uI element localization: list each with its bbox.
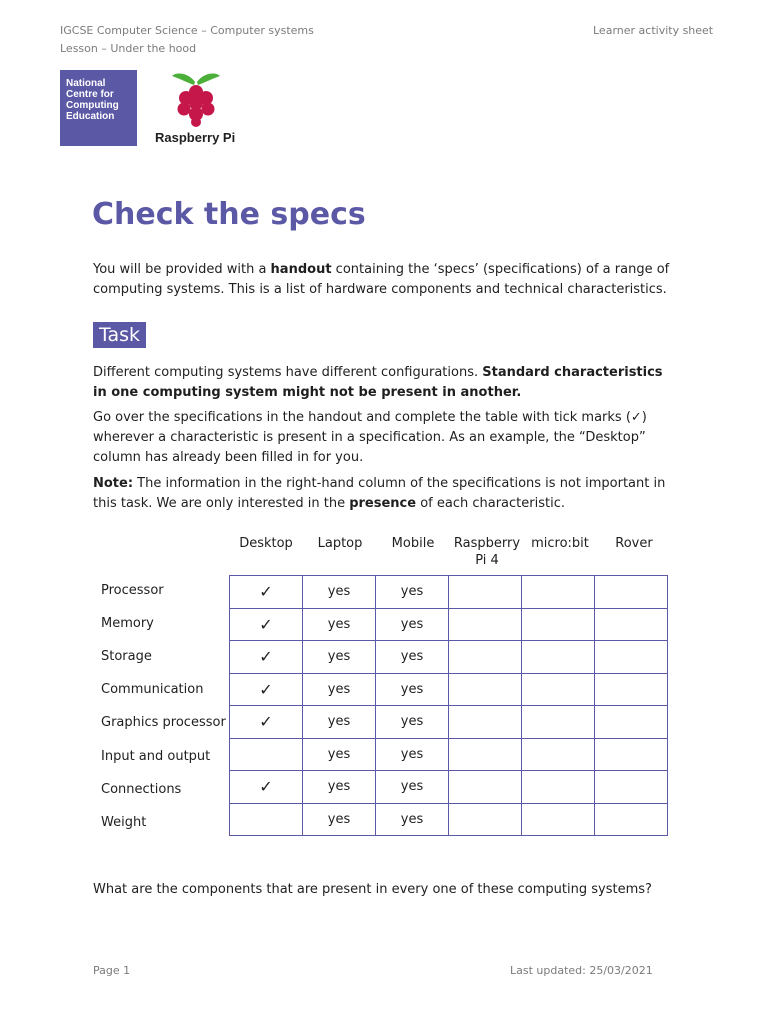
table-cell[interactable]: yes [303, 673, 376, 706]
table-row [230, 803, 668, 836]
row-label-communication: Communication [101, 682, 204, 697]
row-label-connections: Connections [101, 782, 182, 797]
table-row [230, 641, 668, 674]
table-cell[interactable]: ✓ [230, 706, 303, 739]
table-cell[interactable] [595, 608, 668, 641]
table-cell[interactable] [230, 803, 303, 836]
table-cell[interactable] [595, 641, 668, 674]
table-cell[interactable] [449, 803, 522, 836]
table-cell[interactable]: ✓ [230, 771, 303, 804]
table-cell[interactable] [522, 706, 595, 739]
question-text: What are the components that are present in every one of these computing systems? [93, 882, 652, 897]
table-cell[interactable]: yes [376, 576, 449, 609]
table-cell[interactable] [522, 673, 595, 706]
page-number: Page 1 [93, 964, 131, 977]
table-row [230, 738, 668, 771]
table-cell[interactable]: yes [376, 673, 449, 706]
task-paragraph-2: Go over the specifications in the handout and complete the table with tick marks (✓) wherever a characteristic is present in a specification. As an example, the “Desktop” column has already been filled in for you. [93, 410, 647, 465]
table-row [230, 673, 668, 706]
table-row [230, 771, 668, 804]
ncce-logo-line: Education [66, 111, 115, 122]
ncce-logo-line: Centre for [66, 89, 114, 100]
table-cell[interactable] [449, 673, 522, 706]
table-row [230, 706, 668, 739]
table-cell[interactable] [230, 738, 303, 771]
raspberry-icon [170, 70, 222, 128]
table-cell[interactable]: yes [303, 771, 376, 804]
table-row [230, 608, 668, 641]
table-cell[interactable] [449, 641, 522, 674]
table-cell[interactable] [595, 576, 668, 609]
task-paragraph-1: Different computing systems have different configurations. Standard characteristics in one computing system might not be present in another. [93, 365, 663, 400]
table-cell[interactable] [595, 673, 668, 706]
table-cell[interactable] [522, 803, 595, 836]
table-cell[interactable]: yes [376, 706, 449, 739]
table-cell[interactable] [522, 771, 595, 804]
raspberry-pi-logo [155, 70, 240, 148]
table-cell[interactable] [449, 771, 522, 804]
ncce-logo-line: National [66, 78, 106, 89]
table-cell[interactable]: yes [303, 608, 376, 641]
table-cell[interactable] [522, 738, 595, 771]
row-label-storage: Storage [101, 649, 152, 664]
table-cell[interactable]: yes [303, 738, 376, 771]
table-cell[interactable] [449, 706, 522, 739]
table-cell[interactable]: yes [303, 803, 376, 836]
column-header-raspberry-pi: Raspberry Pi 4 [453, 536, 521, 568]
row-label-weight: Weight [101, 815, 147, 830]
table-cell[interactable]: yes [303, 576, 376, 609]
table-cell[interactable]: ✓ [230, 576, 303, 609]
table-cell[interactable] [595, 771, 668, 804]
specs-table [229, 575, 668, 836]
table-cell[interactable]: yes [303, 641, 376, 674]
raspberry-pi-label: Raspberry Pi [155, 130, 236, 145]
table-cell[interactable] [522, 608, 595, 641]
table-cell[interactable]: yes [376, 738, 449, 771]
sheet-type: Learner activity sheet [593, 24, 714, 37]
table-cell[interactable]: yes [376, 803, 449, 836]
column-header-laptop: Laptop [317, 536, 363, 551]
course-title: IGCSE Computer Science – Computer systems [60, 24, 314, 37]
table-cell[interactable]: ✓ [230, 673, 303, 706]
table-cell[interactable]: yes [303, 706, 376, 739]
table-cell[interactable] [522, 641, 595, 674]
table-cell[interactable] [449, 576, 522, 609]
last-updated: Last updated: 25/03/2021 [510, 964, 653, 977]
table-cell[interactable]: yes [376, 608, 449, 641]
table-cell[interactable]: ✓ [230, 641, 303, 674]
table-cell[interactable] [522, 576, 595, 609]
page-title: Check the specs [92, 197, 366, 232]
task-note: Note: The information in the right-hand column of the specifications is not important in this task. We are only interested in the presence of each characteristic. [93, 476, 666, 511]
task-heading: Task [93, 322, 146, 348]
table-cell[interactable] [595, 738, 668, 771]
table-cell[interactable]: ✓ [230, 608, 303, 641]
lesson-title: Lesson – Under the hood [60, 42, 197, 55]
intro-paragraph: You will be provided with a handout containing the ‘specs’ (specifications) of a range of computing systems. This is a list of hardware components and technical characteristics. [93, 262, 670, 297]
row-label-memory: Memory [101, 616, 154, 631]
ncce-logo [60, 70, 137, 146]
row-label-graphics-processor: Graphics processor [101, 715, 226, 730]
table-cell[interactable] [449, 608, 522, 641]
column-header-desktop: Desktop [239, 536, 293, 551]
column-header-mobile: Mobile [391, 536, 435, 551]
table-cell[interactable]: yes [376, 771, 449, 804]
column-header-rover: Rover [615, 536, 653, 551]
ncce-logo-line: Computing [66, 100, 119, 111]
table-cell[interactable] [595, 706, 668, 739]
row-label-input-output: Input and output [101, 749, 211, 764]
table-row [230, 576, 668, 609]
row-label-processor: Processor [101, 583, 164, 598]
column-header-microbit: micro:bit [531, 536, 589, 551]
table-cell[interactable] [449, 738, 522, 771]
table-cell[interactable]: yes [376, 641, 449, 674]
table-cell[interactable] [595, 803, 668, 836]
